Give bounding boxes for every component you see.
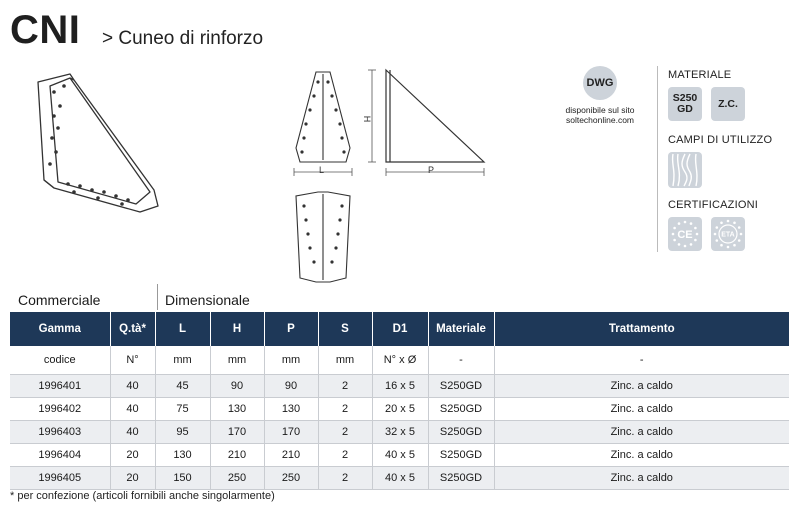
group-dimensionale: Dimensionale bbox=[165, 292, 250, 308]
dwg-availability-note bbox=[548, 105, 652, 125]
table-row bbox=[10, 421, 789, 444]
dwg-availability-line2: soltechonline.com bbox=[565, 115, 635, 125]
cell-materiale: S250GD bbox=[428, 444, 494, 467]
unit-cell: - bbox=[494, 346, 789, 375]
material-badge-s250gd-line2: GD bbox=[677, 103, 693, 115]
cell-qta: 40 bbox=[110, 398, 155, 421]
table-row bbox=[10, 444, 789, 467]
cell-qta: 20 bbox=[110, 444, 155, 467]
cell-d1: 40 x 5 bbox=[372, 467, 428, 490]
cell-s: 2 bbox=[318, 421, 372, 444]
cell-h: 250 bbox=[210, 467, 264, 490]
table-footnote: * per confezione (articoli fornibili anche singolarmente) bbox=[10, 490, 275, 502]
cell-trattamento: Zinc. a caldo bbox=[494, 398, 789, 421]
material-badge-s250gd-line1: S250 bbox=[672, 92, 698, 104]
campi-utilizzo-title: CAMPI DI UTILIZZO bbox=[668, 134, 773, 146]
dimension-h-label: H bbox=[362, 115, 373, 123]
unit-cell: codice bbox=[10, 346, 110, 375]
material-badge-s250gd bbox=[668, 87, 702, 121]
product-table bbox=[10, 312, 789, 490]
cell-qta: 20 bbox=[110, 467, 155, 490]
cell-trattamento: Zinc. a caldo bbox=[494, 467, 789, 490]
unit-cell: - bbox=[428, 346, 494, 375]
info-divider bbox=[657, 66, 658, 252]
table-row bbox=[10, 375, 789, 398]
materiale-title: MATERIALE bbox=[668, 69, 732, 81]
col-header-trattamento: Trattamento bbox=[494, 312, 789, 346]
dimension-l-label: L bbox=[319, 165, 325, 175]
isometric-bracket-drawing bbox=[34, 72, 164, 222]
col-header-gamma: Gamma bbox=[10, 312, 110, 346]
cell-l: 130 bbox=[155, 444, 210, 467]
unit-cell: N° x Ø bbox=[372, 346, 428, 375]
cell-d1: 32 x 5 bbox=[372, 421, 428, 444]
product-subtitle: > Cuneo di rinforzo bbox=[102, 28, 264, 49]
ce-mark-text: CE bbox=[677, 229, 693, 241]
group-commerciale: Commerciale bbox=[18, 292, 101, 308]
cell-materiale: S250GD bbox=[428, 375, 494, 398]
cell-qta: 40 bbox=[110, 421, 155, 444]
cell-h: 170 bbox=[210, 421, 264, 444]
cell-l: 45 bbox=[155, 375, 210, 398]
cell-h: 90 bbox=[210, 375, 264, 398]
cell-d1: 40 x 5 bbox=[372, 444, 428, 467]
cell-d1: 16 x 5 bbox=[372, 375, 428, 398]
col-header-qta: Q.tà* bbox=[110, 312, 155, 346]
cell-qta: 40 bbox=[110, 375, 155, 398]
col-header-s: S bbox=[318, 312, 372, 346]
cell-l: 75 bbox=[155, 398, 210, 421]
certificazioni-title: CERTIFICAZIONI bbox=[668, 199, 758, 211]
cell-h: 130 bbox=[210, 398, 264, 421]
eta-mark-icon bbox=[711, 217, 745, 251]
unit-cell: N° bbox=[110, 346, 155, 375]
table-row bbox=[10, 398, 789, 421]
cell-p: 170 bbox=[264, 421, 318, 444]
cell-gamma: 1996403 bbox=[10, 421, 110, 444]
unit-cell: mm bbox=[264, 346, 318, 375]
col-header-p: P bbox=[264, 312, 318, 346]
group-separator bbox=[157, 284, 158, 310]
cell-l: 150 bbox=[155, 467, 210, 490]
unit-cell: mm bbox=[318, 346, 372, 375]
cell-s: 2 bbox=[318, 467, 372, 490]
table-header-row bbox=[10, 312, 789, 346]
cell-materiale: S250GD bbox=[428, 467, 494, 490]
cell-trattamento: Zinc. a caldo bbox=[494, 444, 789, 467]
cell-p: 250 bbox=[264, 467, 318, 490]
cell-p: 130 bbox=[264, 398, 318, 421]
ce-mark-icon bbox=[668, 217, 702, 251]
cell-gamma: 1996402 bbox=[10, 398, 110, 421]
cell-s: 2 bbox=[318, 375, 372, 398]
cell-gamma: 1996404 bbox=[10, 444, 110, 467]
cell-p: 210 bbox=[264, 444, 318, 467]
col-header-h: H bbox=[210, 312, 264, 346]
cell-gamma: 1996401 bbox=[10, 375, 110, 398]
cell-p: 90 bbox=[264, 375, 318, 398]
col-header-l: L bbox=[155, 312, 210, 346]
unit-cell: mm bbox=[155, 346, 210, 375]
dimension-p-label: P bbox=[428, 165, 435, 175]
plate-front-drawing bbox=[288, 68, 358, 286]
wood-grain-icon bbox=[668, 152, 702, 188]
cell-trattamento: Zinc. a caldo bbox=[494, 375, 789, 398]
cell-s: 2 bbox=[318, 444, 372, 467]
units-row bbox=[10, 346, 789, 375]
col-header-materiale: Materiale bbox=[428, 312, 494, 346]
cell-s: 2 bbox=[318, 398, 372, 421]
cell-gamma: 1996405 bbox=[10, 467, 110, 490]
product-code-title: CNI bbox=[10, 8, 81, 52]
cell-trattamento: Zinc. a caldo bbox=[494, 421, 789, 444]
triangle-side-drawing bbox=[360, 66, 490, 178]
unit-cell: mm bbox=[210, 346, 264, 375]
dwg-availability-line1: disponibile sul sito bbox=[565, 105, 635, 115]
dwg-download-badge[interactable]: DWG bbox=[583, 66, 617, 100]
cell-d1: 20 x 5 bbox=[372, 398, 428, 421]
cell-l: 95 bbox=[155, 421, 210, 444]
table-row bbox=[10, 467, 789, 490]
cell-materiale: S250GD bbox=[428, 421, 494, 444]
col-header-d1: D1 bbox=[372, 312, 428, 346]
material-badge-zc: Z.C. bbox=[711, 87, 745, 121]
cell-h: 210 bbox=[210, 444, 264, 467]
eta-mark-text: ETA bbox=[721, 231, 735, 239]
cell-materiale: S250GD bbox=[428, 398, 494, 421]
